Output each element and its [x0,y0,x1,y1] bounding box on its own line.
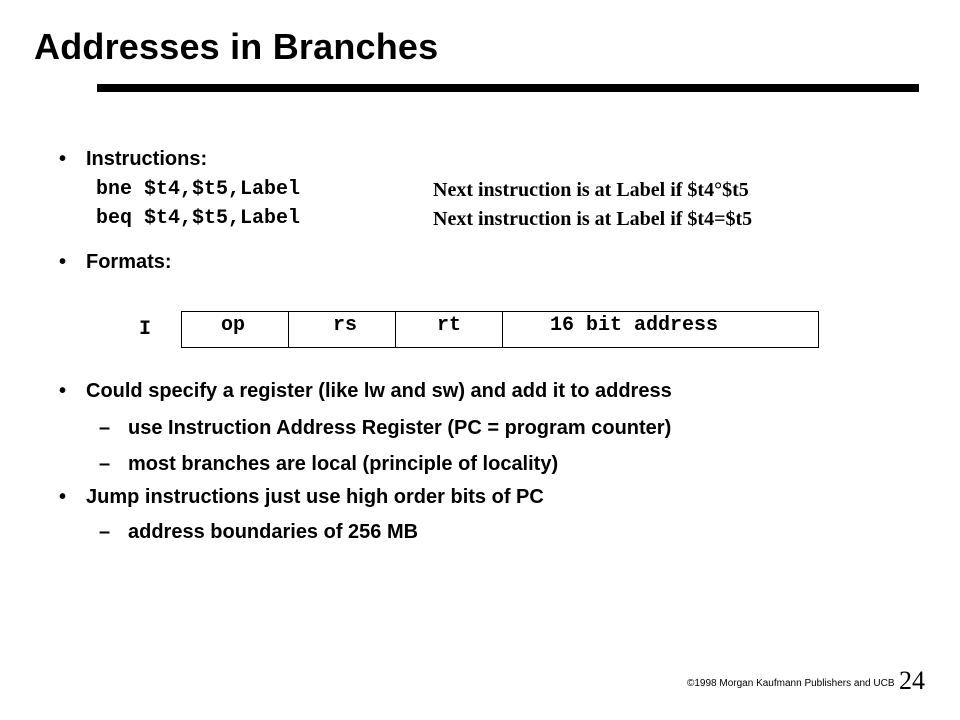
instructions-heading: Instructions: [86,148,208,170]
subpoint-locality: most branches are local (principle of locality) [128,453,559,475]
format-field-address-label: 16 bit address [550,314,719,337]
format-field-address [503,312,817,347]
instruction-desc-beq: Next instruction is at Label if $t4=$t5 [433,208,753,230]
format-field-rs-label: rs [333,314,358,337]
format-field-rs [289,312,396,347]
title-underline [97,84,919,92]
bullet: • [59,251,67,273]
instruction-code-bne: bne $t4,$t5,Label [96,178,301,201]
slide-title: Addresses in Branches [34,26,439,67]
formats-heading: Formats: [86,251,172,273]
dash: – [99,521,111,543]
bullet: • [59,148,67,170]
subpoint-pc: use Instruction Address Register (PC = program counter) [128,417,672,439]
page-number: 24 [899,666,925,695]
point-register: Could specify a register (like lw and sw) and add it to address [86,380,672,402]
format-field-rt-label: rt [437,314,462,337]
bullet: • [59,380,67,402]
instruction-format-diagram [181,311,819,348]
instruction-code-beq: beq $t4,$t5,Label [96,207,301,230]
format-type-label: I [139,318,152,341]
subpoint-boundaries: address boundaries of 256 MB [128,521,419,543]
copyright-footer: ©1998 Morgan Kaufmann Publishers and UCB [687,678,895,689]
format-field-rt [396,312,503,347]
format-field-op-label: op [221,314,246,337]
bullet: • [59,486,67,508]
format-field-op [182,312,289,347]
dash: – [99,417,111,439]
point-jump: Jump instructions just use high order bits of PC [86,486,544,508]
dash: – [99,453,111,475]
instruction-desc-bne: Next instruction is at Label if $t4°$t5 [433,179,749,201]
